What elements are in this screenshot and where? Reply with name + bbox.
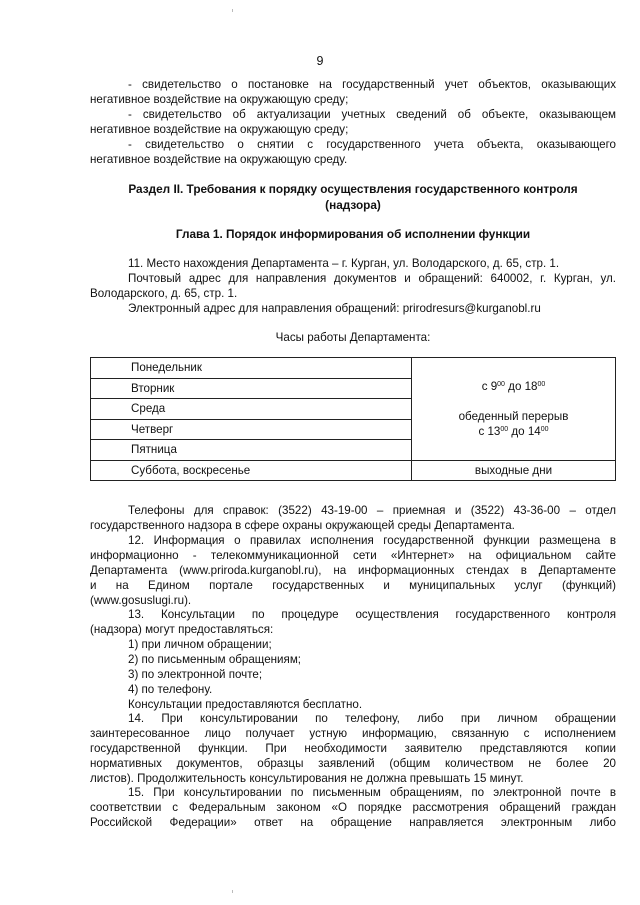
paragraph-line: (www.gosuslugi.ru). [90, 594, 192, 607]
paragraph-line: (надзора) могут предоставляться: [90, 623, 274, 636]
scan-mark [232, 890, 233, 893]
phones-paragraph [90, 503, 616, 533]
paragraph-13 [90, 607, 616, 712]
list-item-line: - свидетельство о постановке на государственный учет объектов, оказывающих [128, 78, 616, 91]
work-hours [412, 379, 615, 394]
chapter-heading: Глава 1. Порядок информирования об исполнении функции [175, 227, 531, 241]
page-number: 9 [316, 54, 324, 68]
list-item-line: негативное воздействие на окружающую среду; [90, 93, 349, 106]
day-cell: Вторник [91, 378, 412, 399]
day-cell: Пятница [91, 440, 412, 461]
top-list [90, 77, 616, 167]
paragraph-line: заинтересованное лицо получает устную информацию, связанную с исполнением [90, 727, 616, 740]
paragraph-line: Электронный адрес для направления обращений: prirodresurs@kurganobl.ru [128, 302, 541, 315]
break-hours [412, 424, 615, 439]
hours-title: Часы работы Департамента: [275, 331, 431, 344]
paragraph-line: Российской Федерации» ответ на обращение направляется электронным либо [90, 816, 616, 829]
list-item: 2) по письменным обращениям; [128, 653, 302, 666]
section-heading-line: (надзора) [325, 198, 381, 212]
table-row [91, 358, 616, 379]
list-item-line: негативное воздействие на окружающую среду; [90, 123, 349, 136]
day-cell: Среда [91, 399, 412, 420]
hours-to: до 18 [504, 379, 538, 393]
list-item: 3) по электронной почте; [128, 668, 263, 681]
paragraph-line: Почтовый адрес для направления документов и обращений: 640002, г. Курган, ул. [128, 272, 616, 285]
paragraph-11 [90, 256, 616, 316]
day-cell: Четверг [91, 419, 412, 440]
paragraph-line: 14. При консультировании по телефону, либо при личном обращении [128, 712, 616, 725]
section-heading-line: Раздел II. Требования к порядку осуществления государственного контроля [128, 182, 578, 196]
list-item: 4) по телефону. [128, 683, 213, 696]
list-item-line: - свидетельство об актуализации учетных сведений об объекте, оказывающем [128, 108, 616, 121]
paragraph-line: 15. При консультировании по письменным обращениям, по электронной почте в [128, 786, 616, 799]
paragraph-line: государственной функции. При необходимости заявителю представляются копии [90, 742, 616, 755]
hours-to-minutes: 00 [537, 380, 546, 388]
table-row [91, 460, 616, 481]
break-to-minutes: 00 [540, 425, 549, 433]
day-cell: Понедельник [91, 358, 412, 379]
paragraph-line: 13. Консультации по процедуре осуществления государственного контроля [128, 608, 616, 621]
paragraph-12 [90, 533, 616, 608]
paragraph-line: и на Едином портале государственных и муниципальных услуг (функций) [90, 579, 616, 592]
break-from-minutes: 00 [500, 425, 509, 433]
break-from: с 13 [478, 424, 501, 438]
list-item-line: негативное воздействие на окружающую среду. [90, 153, 348, 166]
paragraph-line: Консультации предоставляются бесплатно. [128, 698, 363, 711]
weekend-cell: выходные дни [412, 460, 616, 481]
scan-mark [232, 9, 233, 12]
hours-from-minutes: 00 [497, 380, 505, 388]
paragraph-line: листов). Продолжительность консультирования не должна превышать 15 минут. [90, 772, 524, 785]
paragraph-line: Телефоны для справок: (3522) 43-19-00 – приемная и (3522) 43-36-00 – отдел [128, 504, 616, 517]
day-cell: Суббота, воскресенье [91, 460, 412, 481]
section-heading [90, 181, 616, 213]
working-hours-table [90, 357, 616, 481]
list-item: 1) при личном обращении; [128, 638, 272, 651]
paragraph-line: Володарского, д. 65, стр. 1. [90, 287, 238, 300]
paragraph-line: 12. Информация о правилах исполнения государственной функции размещена в [128, 534, 616, 547]
paragraph-15 [90, 785, 616, 830]
paragraph-line: нормативных документов, образцы заявлений (общим количеством не более 20 [90, 757, 616, 770]
paragraph-line: 11. Место нахождения Департамента – г. Курган, ул. Володарского, д. 65, стр. 1. [128, 257, 560, 270]
list-item-line: - свидетельство о снятии с государственного учета объекта, оказывающего [128, 138, 616, 151]
paragraph-14 [90, 711, 616, 786]
paragraph-line: государственного надзора в сфере охраны окружающей среды Департамента. [90, 519, 515, 532]
hours-from: с 9 [481, 379, 498, 393]
break-to: до 14 [508, 424, 541, 438]
paragraph-line: соответствии с Федеральным законом «О порядке рассмотрения обращений граждан [90, 801, 616, 814]
hours-cell [412, 358, 616, 461]
paragraph-line: информационно - телекоммуникационной сети «Интернет» на официальном сайте [90, 549, 616, 562]
paragraph-line: Департамента (www.priroda.kurganobl.ru), на информационных стендах в Департаменте [90, 564, 616, 577]
break-label: обеденный перерыв [458, 409, 569, 423]
